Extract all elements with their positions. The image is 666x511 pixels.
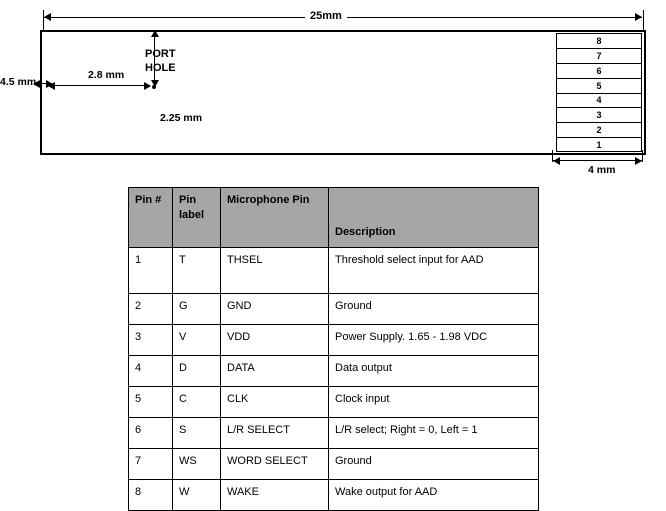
cell-pin-label: D xyxy=(173,356,221,387)
cell-description: Wake output for AAD xyxy=(329,480,539,511)
cell-pin-number: 4 xyxy=(129,356,173,387)
cell-pin-number: 1 xyxy=(129,248,173,294)
cell-microphone-pin: WORD SELECT xyxy=(221,449,329,480)
port-x-arrow-right-icon xyxy=(144,82,151,90)
cell-microphone-pin: CLK xyxy=(221,387,329,418)
cell-description: L/R select; Right = 0, Left = 1 xyxy=(329,418,539,449)
width-dimension-tick-right xyxy=(643,10,644,32)
cell-pin-number: 6 xyxy=(129,418,173,449)
pin-table xyxy=(128,187,539,511)
pad-7 xyxy=(556,48,642,63)
cell-microphone-pin: DATA xyxy=(221,356,329,387)
cell-description: Ground xyxy=(329,449,539,480)
cell-microphone-pin: GND xyxy=(221,294,329,325)
port-x-arrow-left-icon xyxy=(48,82,55,90)
cell-description: Data output xyxy=(329,356,539,387)
pad-number: 4 xyxy=(596,95,602,106)
cell-pin-label: W xyxy=(173,480,221,511)
port-y-dimension-line xyxy=(154,32,155,85)
table-row xyxy=(129,356,539,387)
cell-pin-label: WS xyxy=(173,449,221,480)
pad-number: 6 xyxy=(596,65,602,76)
pad-number: 1 xyxy=(596,139,602,150)
cell-pin-label: S xyxy=(173,418,221,449)
header-microphone-pin: Microphone Pin xyxy=(221,188,329,248)
cell-pin-number: 3 xyxy=(129,325,173,356)
table-row xyxy=(129,480,539,511)
mechanical-drawing xyxy=(0,0,666,180)
cell-description: Clock input xyxy=(329,387,539,418)
port-hole-label xyxy=(145,47,176,75)
port-hole-label-line2: HOLE xyxy=(145,62,176,74)
pad-4 xyxy=(556,93,642,108)
pad-3 xyxy=(556,107,642,122)
width-dimension-label: 25mm xyxy=(305,9,347,23)
port-x-dimension-label: 2.8 mm xyxy=(88,69,125,81)
pad-number: 5 xyxy=(596,80,602,91)
header-pin-label: Pin label xyxy=(173,188,221,248)
pad-number: 8 xyxy=(596,35,602,46)
height-arrow-left-icon xyxy=(33,80,40,88)
cell-microphone-pin: WAKE xyxy=(221,480,329,511)
table-row xyxy=(129,387,539,418)
table-row xyxy=(129,325,539,356)
port-y-arrow-up-icon xyxy=(151,30,159,37)
pad-8 xyxy=(556,33,642,48)
pad-number: 7 xyxy=(596,50,602,61)
pad-number: 3 xyxy=(596,110,602,121)
table-row xyxy=(129,418,539,449)
width-arrow-right-icon xyxy=(635,13,642,21)
header-pin-number: Pin # xyxy=(129,188,173,248)
cell-pin-number: 5 xyxy=(129,387,173,418)
table-row xyxy=(129,248,539,294)
pad-stack xyxy=(556,33,642,152)
pad-number: 2 xyxy=(596,125,602,136)
table-row xyxy=(129,449,539,480)
pin-table-head xyxy=(129,188,539,248)
cell-microphone-pin: THSEL xyxy=(221,248,329,294)
port-y-dimension-label: 2.25 mm xyxy=(160,112,203,124)
header-description: Description xyxy=(329,188,539,248)
cell-description: Power Supply. 1.65 - 1.98 VDC xyxy=(329,325,539,356)
cell-description: Ground xyxy=(329,294,539,325)
cell-pin-number: 7 xyxy=(129,449,173,480)
cell-microphone-pin: VDD xyxy=(221,325,329,356)
cell-pin-number: 2 xyxy=(129,294,173,325)
table-row xyxy=(129,294,539,325)
pad-width-arrow-right-icon xyxy=(635,157,642,165)
cell-microphone-pin: L/R SELECT xyxy=(221,418,329,449)
pad-1 xyxy=(556,137,642,152)
port-y-arrow-down-icon xyxy=(151,80,159,87)
port-x-dimension-line xyxy=(50,85,150,86)
pin-table-container xyxy=(128,187,538,511)
cell-pin-label: T xyxy=(173,248,221,294)
pad-6 xyxy=(556,63,642,78)
pin-table-body xyxy=(129,248,539,511)
pad-2 xyxy=(556,122,642,137)
cell-pin-label: G xyxy=(173,294,221,325)
pad-5 xyxy=(556,78,642,93)
width-arrow-left-icon xyxy=(44,13,51,21)
cell-description: Threshold select input for AAD xyxy=(329,248,539,294)
table-header-row xyxy=(129,188,539,248)
cell-pin-number: 8 xyxy=(129,480,173,511)
pad-width-arrow-left-icon xyxy=(553,157,560,165)
pad-width-dimension-line xyxy=(552,160,642,161)
port-hole-label-line1: PORT xyxy=(145,48,176,60)
pad-width-dimension-label: 4 mm xyxy=(588,164,616,176)
pad-width-tick-right xyxy=(642,150,643,162)
cell-pin-label: C xyxy=(173,387,221,418)
cell-pin-label: V xyxy=(173,325,221,356)
height-dimension-label: 4.5 mm xyxy=(0,76,37,88)
